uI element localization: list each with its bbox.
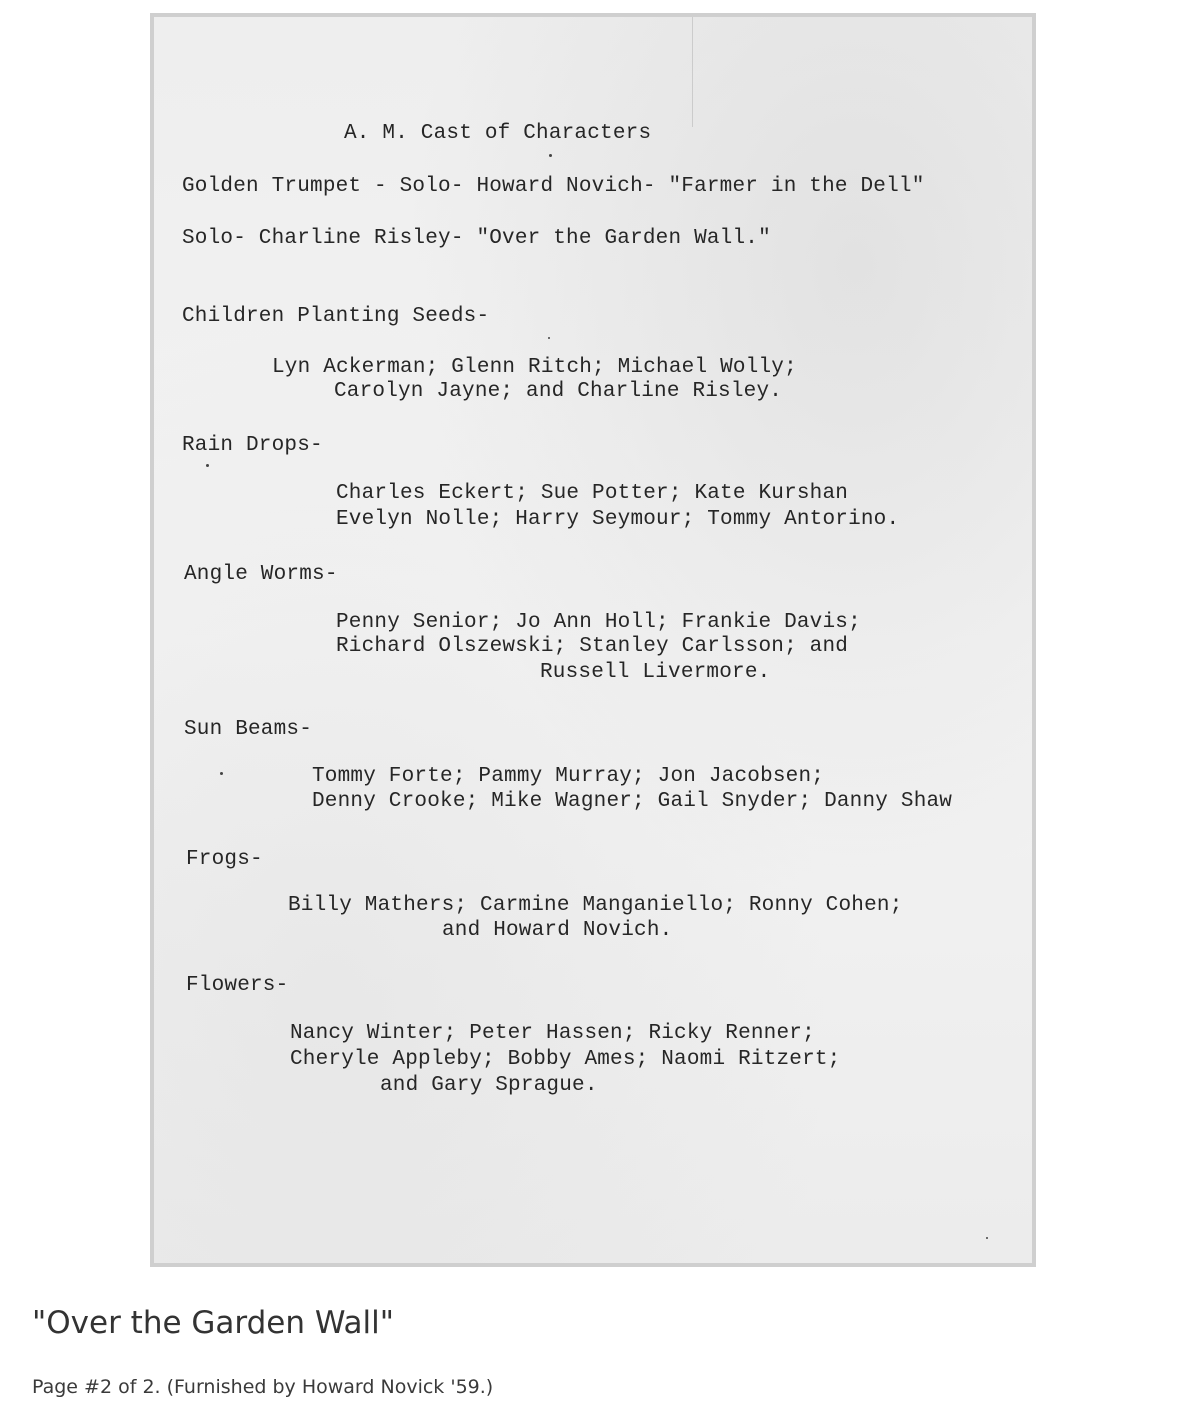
- ink-speck: [986, 1237, 988, 1239]
- document-heading: A. M. Cast of Characters: [344, 122, 652, 145]
- section-title-frogs: Frogs-: [186, 848, 263, 871]
- ink-speck: [548, 337, 550, 339]
- caption-title: "Over the Garden Wall": [32, 1305, 395, 1341]
- cast-line: Russell Livermore.: [540, 661, 771, 684]
- cast-line: Tommy Forte; Pammy Murray; Jon Jacobsen;: [312, 765, 825, 788]
- solo-line-trumpet: Golden Trumpet - Solo- Howard Novich- "Farmer in the Dell": [182, 175, 925, 198]
- cast-line: Billy Mathers; Carmine Manganiello; Ronny Cohen;: [288, 894, 903, 917]
- cast-line: and Howard Novich.: [442, 919, 673, 942]
- cast-line: Penny Senior; Jo Ann Holl; Frankie Davis;: [336, 611, 861, 634]
- cast-line: Richard Olszewski; Stanley Carlsson; and: [336, 635, 849, 658]
- caption-subtitle: Page #2 of 2. (Furnished by Howard Novick '59.): [32, 1376, 494, 1398]
- paper-fold-mark: [692, 17, 693, 127]
- ink-speck: [549, 154, 552, 157]
- cast-line: and Gary Sprague.: [380, 1074, 598, 1097]
- cast-line: Charles Eckert; Sue Potter; Kate Kurshan: [336, 482, 849, 505]
- cast-line: Nancy Winter; Peter Hassen; Ricky Renner;: [290, 1022, 815, 1045]
- section-title-children-planting-seeds: Children Planting Seeds-: [182, 305, 490, 328]
- ink-speck: [220, 772, 223, 775]
- section-title-flowers: Flowers-: [186, 974, 289, 997]
- cast-line: Cheryle Appleby; Bobby Ames; Naomi Ritzert;: [290, 1048, 841, 1071]
- ink-speck: [206, 464, 209, 467]
- scanned-document-frame: [150, 13, 1036, 1267]
- cast-line: Denny Crooke; Mike Wagner; Gail Snyder; Danny Shaw: [312, 790, 953, 813]
- section-title-rain-drops: Rain Drops-: [182, 434, 323, 457]
- cast-line: Carolyn Jayne; and Charline Risley.: [334, 380, 783, 403]
- typewritten-page: [154, 17, 1032, 1263]
- cast-line: Lyn Ackerman; Glenn Ritch; Michael Wolly;: [272, 356, 797, 379]
- section-title-angle-worms: Angle Worms-: [184, 563, 338, 586]
- section-title-sun-beams: Sun Beams-: [184, 718, 313, 741]
- solo-line-charline: Solo- Charline Risley- "Over the Garden Wall.": [182, 227, 771, 250]
- cast-line: Evelyn Nolle; Harry Seymour; Tommy Antorino.: [336, 508, 900, 531]
